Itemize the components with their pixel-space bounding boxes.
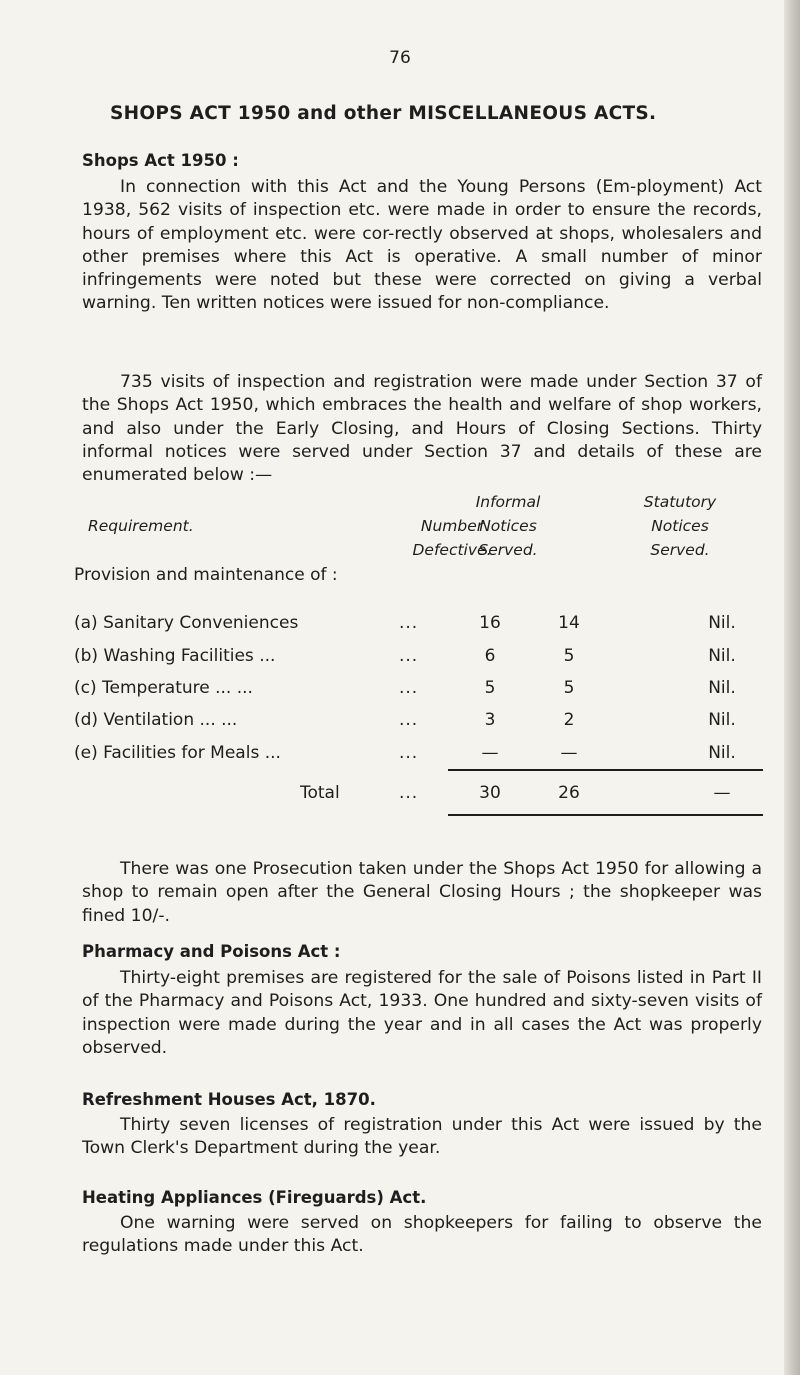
number-defective: — xyxy=(481,743,499,763)
group-label: Provision and maintenance of : xyxy=(74,565,338,585)
row-text: Ventilation ... ... xyxy=(103,710,238,730)
refreshment-heading: Refreshment Houses Act, 1870. xyxy=(82,1090,376,1109)
row-label xyxy=(74,646,275,666)
col-requirement-header: Requirement. xyxy=(88,517,194,535)
row-dots: ... xyxy=(399,743,419,763)
row-dots: ... xyxy=(399,678,419,698)
row-text: Facilities for Meals ... xyxy=(103,743,281,763)
total-dots: ... xyxy=(399,783,419,803)
table-row xyxy=(74,646,774,670)
row-label xyxy=(74,743,281,763)
row-letter: (b) xyxy=(74,646,99,666)
row-dots: ... xyxy=(399,710,419,730)
total-rule-top xyxy=(448,769,763,771)
statutory-notices: Nil. xyxy=(708,678,736,698)
total-informal-notices: 26 xyxy=(558,783,580,803)
col-informal-header-line-3: Served. xyxy=(478,541,538,559)
col-statutory-header-line-2: Notices xyxy=(651,517,709,535)
pharmacy-heading: Pharmacy and Poisons Act : xyxy=(82,942,341,961)
shops-act-paragraph-1: In connection with this Act and the Young Persons (Em-ployment) Act 1938, 562 visits of inspection etc. were made in order to ensure the records, hours of employment etc. were cor-rectly observed at shops, wholesalers and other premises where this Act is operative. A small number of minor infringements were noted but these were corrected on giving a verbal warning. Ten written notices were issued for non-compliance. xyxy=(82,177,762,314)
page-number: 76 xyxy=(389,48,411,68)
informal-notices: 5 xyxy=(563,678,575,698)
shops-act-heading: Shops Act 1950 : xyxy=(82,151,239,170)
row-dots: ... xyxy=(399,646,419,666)
total-number-defective: 30 xyxy=(479,783,501,803)
informal-notices: 2 xyxy=(563,710,575,730)
table-row xyxy=(74,743,774,767)
col-statutory-header-line-3: Served. xyxy=(650,541,710,559)
shops-act-paragraph-2: 735 visits of inspection and registration were made under Section 37 of the Shops Act 1950, which embraces the health and welfare of shop workers, and also under the Early Closing, and Hours of Closing Sections. Thirty informal notices were served under Section 37 and details of these are enumerated below :— xyxy=(82,372,762,486)
heating-paragraph: One warning were served on shopkeepers for failing to observe the regulations made under this Act. xyxy=(82,1213,762,1257)
row-dots: ... xyxy=(399,613,419,633)
row-text: Temperature ... ... xyxy=(102,678,253,698)
row-letter: (a) xyxy=(74,613,98,633)
number-defective: 6 xyxy=(484,646,496,666)
col-informal-header-line-2: Notices xyxy=(479,517,537,535)
row-label xyxy=(74,678,253,698)
page-edge-shadow xyxy=(784,0,800,1375)
row-letter: (d) xyxy=(74,710,99,730)
table-row xyxy=(74,613,774,637)
statutory-notices: Nil. xyxy=(708,743,736,763)
total-rule-bottom xyxy=(448,814,763,816)
total-label: Total xyxy=(300,783,340,803)
number-defective: 5 xyxy=(484,678,496,698)
refreshment-paragraph: Thirty seven licenses of registration under this Act were issued by the Town Clerk's Department during the year. xyxy=(82,1115,762,1159)
page-title: SHOPS ACT 1950 and other MISCELLANEOUS ACTS. xyxy=(110,103,657,124)
table-row xyxy=(74,710,774,734)
row-text: Washing Facilities ... xyxy=(103,646,276,666)
col-statutory-header-line-1: Statutory xyxy=(643,493,717,511)
prosecution-paragraph: There was one Prosecution taken under the Shops Act 1950 for allowing a shop to remain open after the General Closing Hours ; the shopkeeper was fined 10/-. xyxy=(82,859,762,926)
statutory-notices: Nil. xyxy=(708,646,736,666)
statutory-notices: Nil. xyxy=(708,613,736,633)
table-row xyxy=(74,678,774,702)
col-number-header-line-1: Number xyxy=(420,517,484,535)
row-label xyxy=(74,710,237,730)
row-label xyxy=(74,613,298,633)
table-total-row xyxy=(74,783,774,807)
row-text: Sanitary Conveniences xyxy=(103,613,299,633)
statutory-notices: Nil. xyxy=(708,710,736,730)
informal-notices: 5 xyxy=(563,646,575,666)
heating-heading: Heating Appliances (Fireguards) Act. xyxy=(82,1188,427,1207)
col-informal-header-line-1: Informal xyxy=(475,493,541,511)
col-number-header-line-2: Defective. xyxy=(412,541,492,559)
informal-notices: 14 xyxy=(558,613,580,633)
number-defective: 16 xyxy=(479,613,501,633)
row-letter: (c) xyxy=(74,678,97,698)
informal-notices: — xyxy=(560,743,578,763)
pharmacy-paragraph: Thirty-eight premises are registered for the sale of Poisons listed in Part II of the Pharmacy and Poisons Act, 1933. One hundred and sixty-seven visits of inspection were made during the year and in all cases the Act was properly observed. xyxy=(82,968,762,1058)
total-statutory-notices: — xyxy=(713,783,731,803)
row-letter: (e) xyxy=(74,743,98,763)
number-defective: 3 xyxy=(484,710,496,730)
